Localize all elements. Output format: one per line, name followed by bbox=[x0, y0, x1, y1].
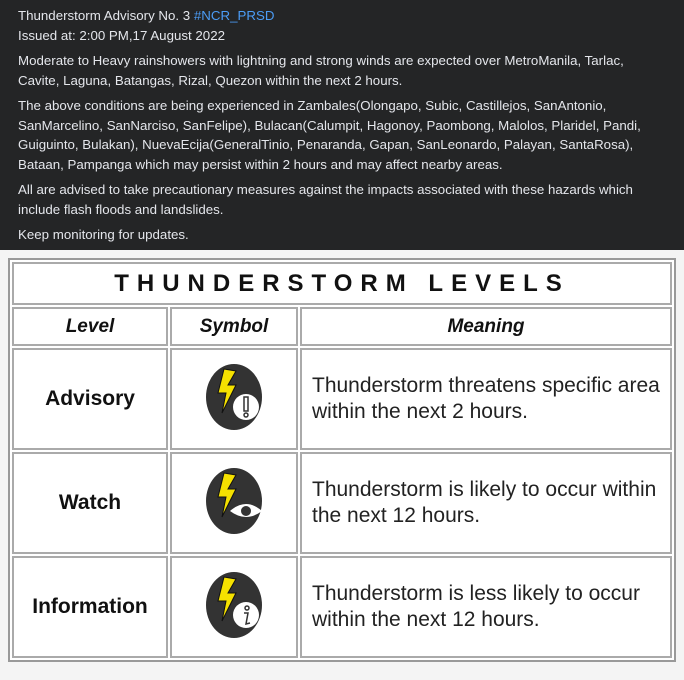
hashtag-link[interactable]: #NCR_PRSD bbox=[193, 8, 275, 23]
table-title: THUNDERSTORM LEVELS bbox=[12, 262, 672, 305]
thunderstorm-levels-image[interactable] bbox=[0, 250, 684, 680]
levels-table bbox=[8, 258, 676, 662]
level-cell: Advisory bbox=[12, 348, 168, 450]
lightning-exclamation-icon bbox=[202, 361, 266, 433]
symbol-cell bbox=[170, 452, 298, 554]
symbol-cell bbox=[170, 348, 298, 450]
meaning-cell: Thunderstorm is likely to occur within the next 12 hours. bbox=[300, 452, 672, 554]
paragraph-3: All are advised to take precautionary measures against the impacts associated with these hazards which include flash floods and landslides. bbox=[18, 182, 633, 217]
paragraph-2: The above conditions are being experienced in Zambales(Olongapo, Subic, Castillejos, SanAntonio, SanMarcelino, SanNarciso, SanFelipe), Bulacan(Calumpit, Hagonoy, Paombong, Malolos, Plaridel, Pandi, Guiguinto, Bulakan), NuevaEcija(GeneralTinio, Penaranda, Gapan, SanLeonardo, Palayan, SantaRosa), Bataan, Pampanga which may persist within 2 hours and may affect nearby areas. bbox=[18, 98, 641, 172]
paragraph-4: Keep monitoring for updates. bbox=[18, 227, 189, 242]
header-level: Level bbox=[12, 307, 168, 346]
table-row bbox=[12, 452, 672, 554]
symbol-cell bbox=[170, 556, 298, 658]
header-symbol: Symbol bbox=[170, 307, 298, 346]
table-row bbox=[12, 556, 672, 658]
lightning-eye-icon bbox=[202, 465, 266, 537]
level-cell: Watch bbox=[12, 452, 168, 554]
meaning-cell: Thunderstorm threatens specific area within the next 2 hours. bbox=[300, 348, 672, 450]
level-cell: Information bbox=[12, 556, 168, 658]
table-row bbox=[12, 348, 672, 450]
header-meaning: Meaning bbox=[300, 307, 672, 346]
lightning-info-icon bbox=[202, 569, 266, 641]
post-title: Thunderstorm Advisory No. 3 bbox=[18, 8, 191, 23]
post-text bbox=[0, 0, 684, 250]
issued-time: Issued at: 2:00 PM,17 August 2022 bbox=[18, 27, 225, 43]
paragraph-1: Moderate to Heavy rainshowers with lightning and strong winds are expected over MetroManila, Tarlac, Cavite, Laguna, Batangas, Rizal, Quezon within the next 2 hours. bbox=[18, 53, 624, 88]
meaning-cell: Thunderstorm is less likely to occur within the next 12 hours. bbox=[300, 556, 672, 658]
